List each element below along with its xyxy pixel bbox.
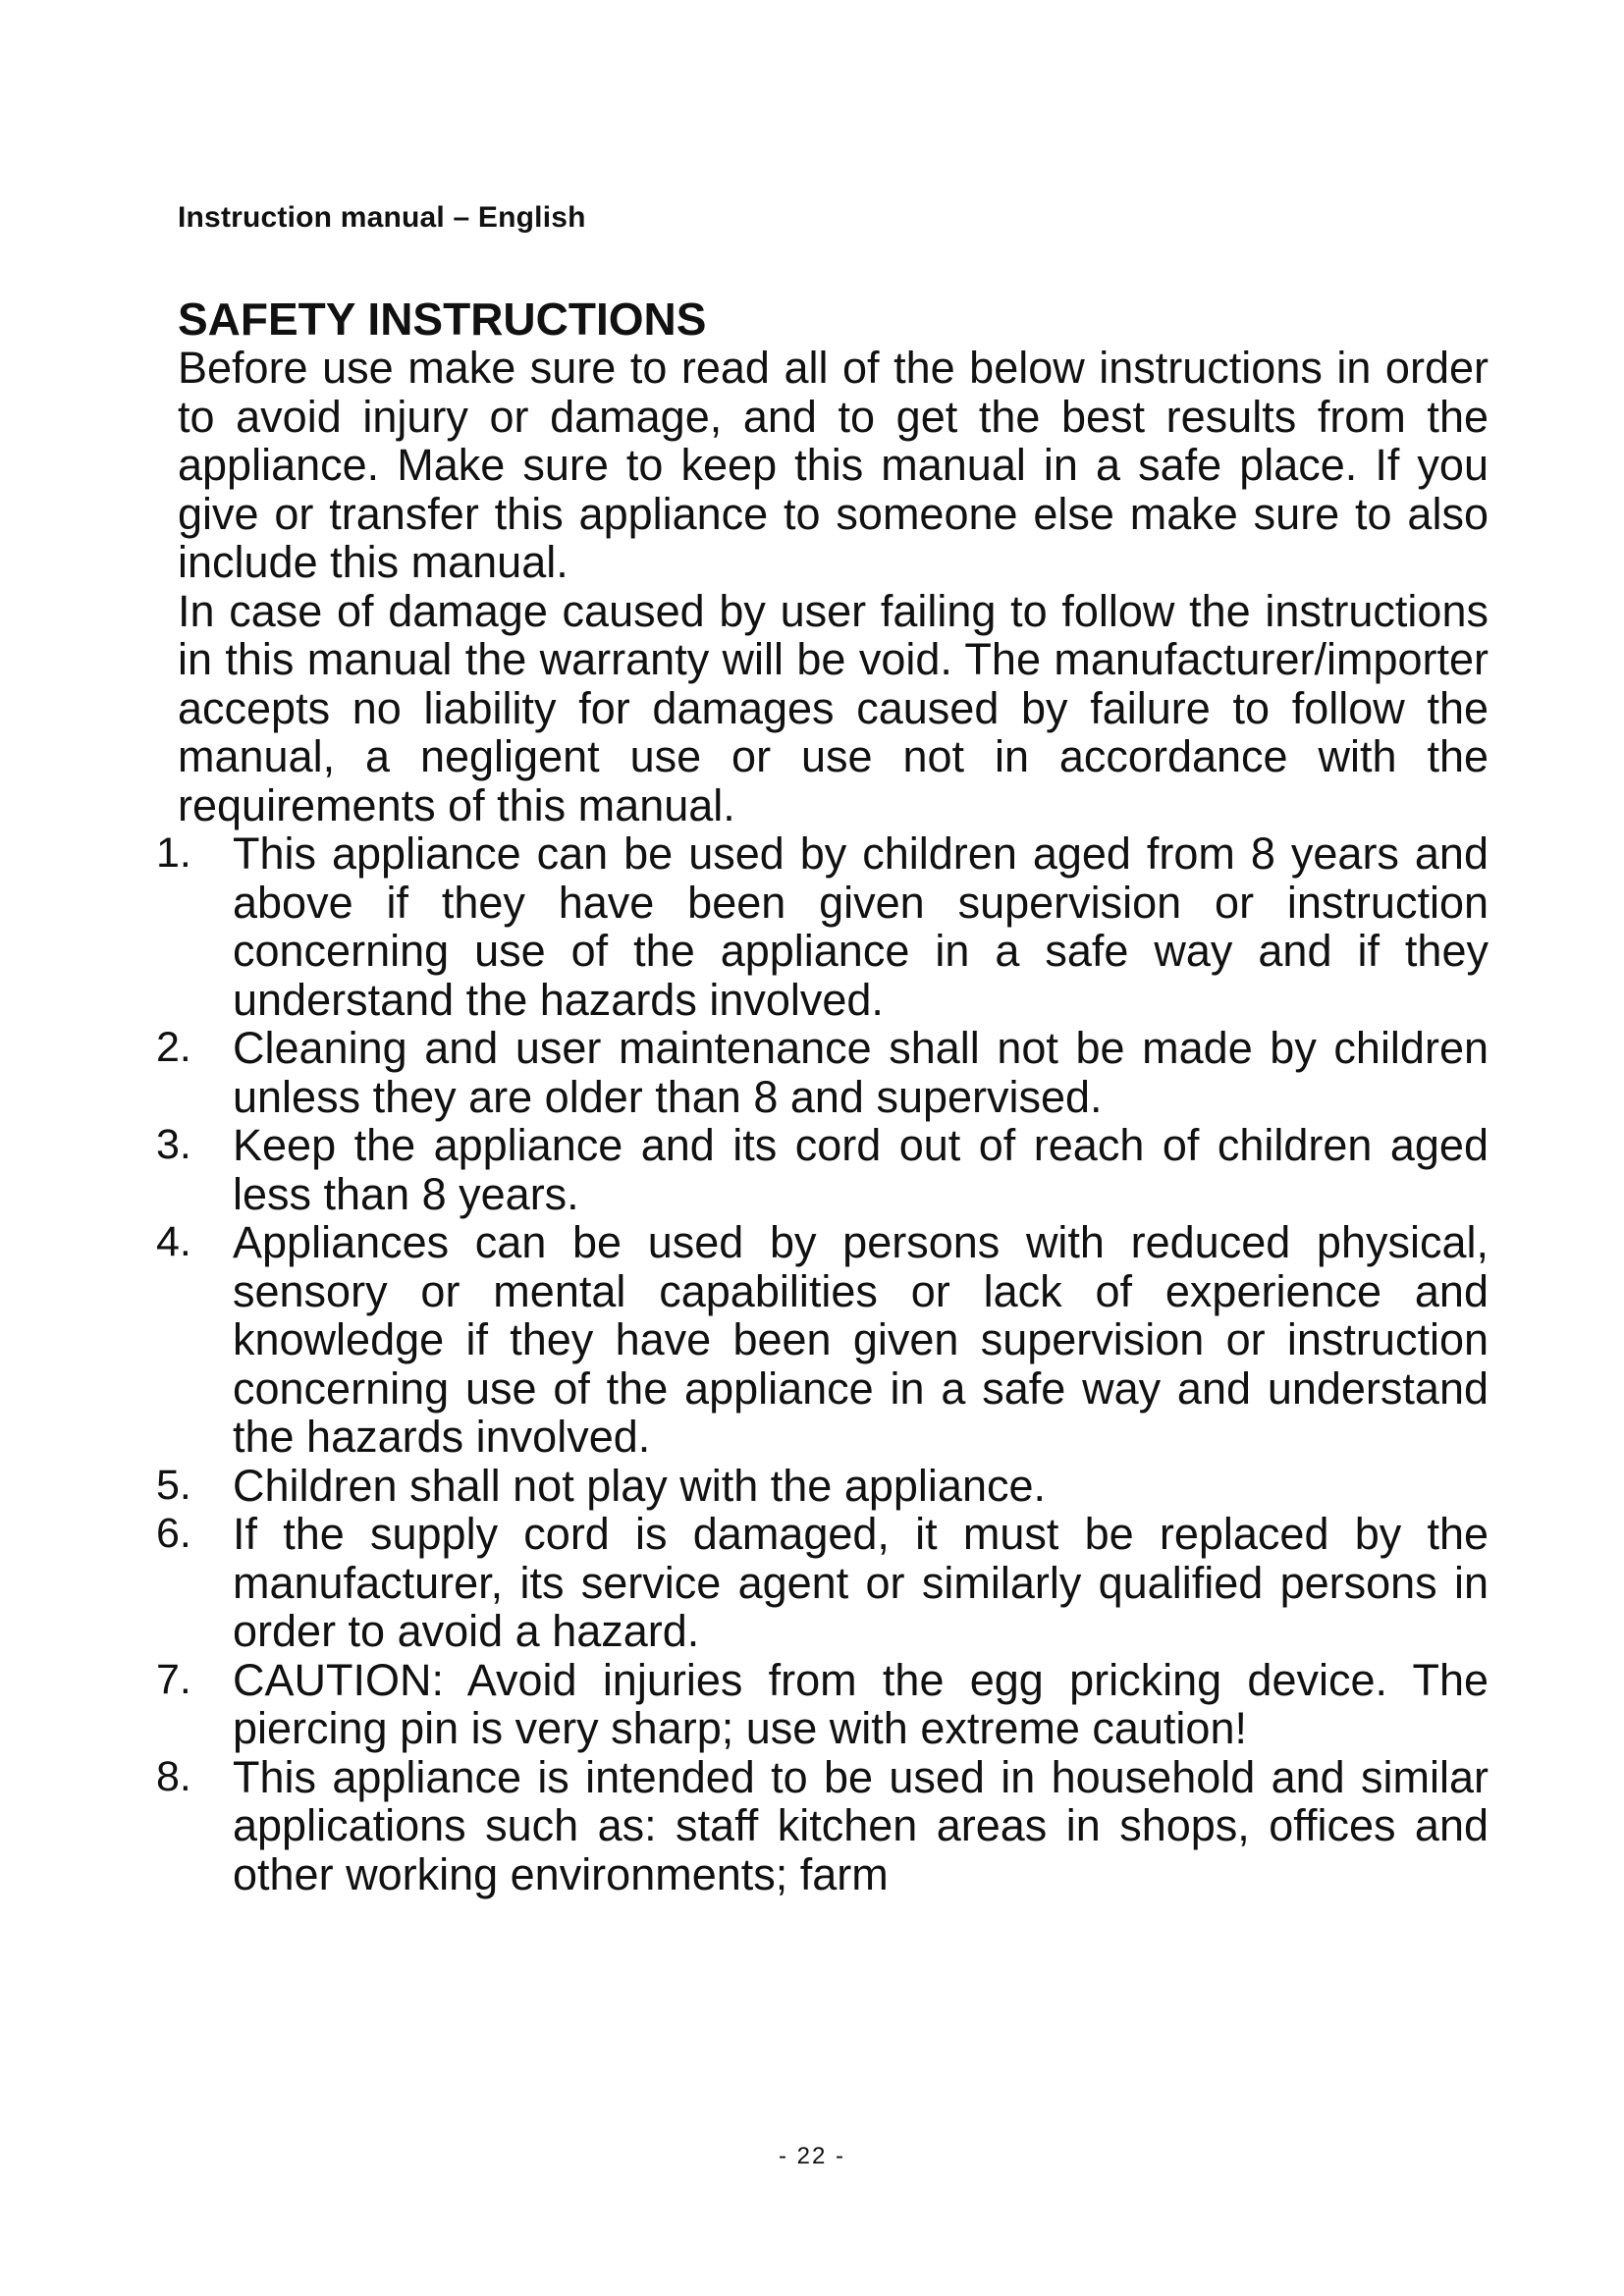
page-number: - 22 - bbox=[778, 2143, 845, 2169]
list-item bbox=[156, 1460, 1489, 1511]
list-item bbox=[156, 1120, 1489, 1219]
intro-paragraph: Before use make sure to read all of the below instructions in order to avoid injury or damage, and to get the best results from the appliance. Make sure to keep this manual in a safe place. If you give or transfer this appliance to someone else make sure to also include this manual. bbox=[178, 343, 1489, 587]
list-item bbox=[156, 1217, 1489, 1462]
section-title: SAFETY INSTRUCTIONS bbox=[178, 294, 707, 345]
list-item-number: 8. bbox=[156, 1752, 191, 1800]
list-item bbox=[156, 1751, 1489, 1899]
list-item-text: If the supply cord is damaged, it must be replaced by the manufacturer, its service agent or similarly qualified persons in order to avoid a hazard. bbox=[233, 1509, 1489, 1656]
list-item-number: 4. bbox=[156, 1218, 191, 1265]
safety-list bbox=[156, 828, 1489, 1899]
list-item-text: This appliance is intended to be used in household and similar applications such as: staff kitchen areas in shops, offices and other working environments; farm bbox=[233, 1751, 1489, 1899]
list-item-text: This appliance can be used by children aged from 8 years and above if they have been given supervision or instruction concerning use of the appliance in a safe way and if they understand the hazards involved. bbox=[233, 828, 1489, 1025]
list-item-number: 7. bbox=[156, 1655, 191, 1703]
page-content bbox=[156, 294, 1489, 1899]
list-item-text: Children shall not play with the appliance. bbox=[233, 1460, 1046, 1511]
liability-paragraph: In case of damage caused by user failing to follow the instructions in this manual the warranty will be void. The manufacturer/importer accepts no liability for damages caused by failure to follow the manual, a negligent use or use not in accordance with the requirements of this manual. bbox=[178, 585, 1489, 830]
list-item-number: 1. bbox=[156, 829, 191, 877]
list-item-number: 2. bbox=[156, 1024, 191, 1071]
list-item bbox=[156, 1654, 1489, 1753]
list-item-number: 3. bbox=[156, 1121, 191, 1168]
list-item-text: Cleaning and user maintenance shall not be made by children unless they are older than 8 and supervised. bbox=[233, 1023, 1489, 1122]
list-item bbox=[156, 1509, 1489, 1656]
document-header: Instruction manual – English bbox=[178, 201, 586, 234]
list-item-text: Keep the appliance and its cord out of reach of children aged less than 8 years. bbox=[233, 1120, 1489, 1219]
list-item-number: 5. bbox=[156, 1461, 191, 1509]
list-item-number: 6. bbox=[156, 1510, 191, 1557]
list-item bbox=[156, 828, 1489, 1025]
list-item-text: CAUTION: Avoid injuries from the egg pricking device. The piercing pin is very sharp; use with extreme caution! bbox=[233, 1654, 1489, 1753]
list-item bbox=[156, 1023, 1489, 1122]
list-item-text: Appliances can be used by persons with reduced physical, sensory or mental capabilities or lack of experience and knowledge if they have been given supervision or instruction concerning use of the appliance in a safe way and understand the hazards involved. bbox=[233, 1217, 1489, 1462]
